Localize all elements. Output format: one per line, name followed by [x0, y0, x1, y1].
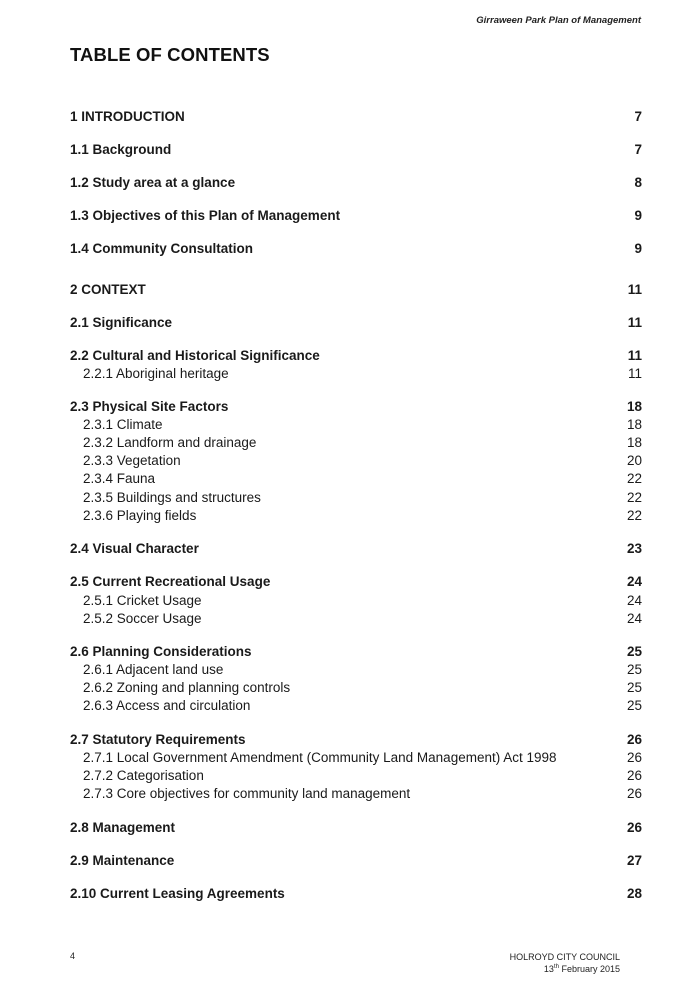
toc-entry[interactable]	[70, 819, 642, 836]
toc-entry-page: 25	[626, 644, 642, 659]
toc-entry-page: 24	[626, 574, 642, 589]
toc-entry-title: 2.3.6 Playing fields	[83, 508, 197, 523]
toc-entry-title: 2.6.1 Adjacent land use	[83, 662, 224, 677]
toc-entry-page: 7	[634, 109, 642, 124]
toc-entry-page: 23	[626, 541, 642, 556]
toc-entry-title: 2.1 Significance	[70, 315, 173, 330]
toc-entry-page: 27	[626, 853, 642, 868]
toc-entry-page: 8	[634, 175, 642, 190]
toc-entry[interactable]	[70, 398, 642, 415]
toc-entry[interactable]	[83, 679, 642, 696]
toc-entry-title: 2.2 Cultural and Historical Significance	[70, 348, 320, 363]
toc-entry-title: 2.2.1 Aboriginal heritage	[83, 366, 229, 381]
toc-entry-page: 26	[626, 732, 642, 747]
toc-entry-page: 22	[626, 490, 642, 505]
toc-entry-title: 2.3.3 Vegetation	[83, 453, 181, 468]
toc-entry[interactable]	[70, 207, 642, 224]
toc-entry[interactable]	[70, 643, 642, 660]
toc-entry-title: 1.3 Objectives of this Plan of Management	[70, 208, 341, 223]
toc-entry[interactable]	[83, 507, 642, 524]
toc-entry-title: 1 INTRODUCTION	[70, 109, 185, 124]
toc-entry-page: 26	[626, 750, 642, 765]
toc-entry-title: 2.3.1 Climate	[83, 417, 163, 432]
toc-entry-page: 25	[626, 662, 642, 677]
toc-entry[interactable]	[83, 470, 642, 487]
toc-entry[interactable]	[70, 174, 642, 191]
toc-entry[interactable]	[70, 141, 642, 158]
toc-entry-page: 24	[626, 593, 642, 608]
toc-entry[interactable]	[70, 885, 642, 902]
toc-entry-title: 2.4 Visual Character	[70, 541, 199, 556]
toc-entry-title: 2.3.4 Fauna	[83, 471, 156, 486]
toc-entry-page: 7	[634, 142, 642, 157]
footer-info	[510, 951, 620, 975]
toc-entry-page: 11	[627, 282, 642, 297]
toc-entry-page: 24	[626, 611, 642, 626]
toc-entry-page: 11	[627, 315, 642, 330]
toc-entry[interactable]	[83, 416, 642, 433]
toc-entry[interactable]	[83, 661, 642, 678]
toc-entry-page: 18	[626, 435, 642, 450]
footer-page-number: 4	[70, 951, 76, 961]
toc-entry-title: 2.7.1 Local Government Amendment (Community Land Management) Act 1998	[83, 750, 557, 765]
footer-council: HOLROYD CITY COUNCIL	[509, 952, 620, 962]
toc-entry-title: 2 CONTEXT	[70, 282, 146, 297]
page-title: TABLE OF CONTENTS	[70, 44, 270, 65]
toc-entry[interactable]	[83, 452, 642, 469]
toc-entry[interactable]	[70, 852, 642, 869]
toc-entry[interactable]	[70, 281, 642, 298]
toc-entry[interactable]	[83, 767, 642, 784]
toc-entry-page: 11	[627, 366, 642, 381]
toc-entry[interactable]	[83, 365, 642, 382]
toc-entry[interactable]	[83, 434, 642, 451]
toc-entry-title: 2.5.2 Soccer Usage	[83, 611, 202, 626]
toc-entry[interactable]	[70, 573, 642, 590]
toc-entry[interactable]	[70, 347, 642, 364]
toc-entry-title: 2.9 Maintenance	[70, 853, 175, 868]
toc-entry-title: 2.3.2 Landform and drainage	[83, 435, 257, 450]
toc-entry-title: 1.2 Study area at a glance	[70, 175, 236, 190]
toc-entry[interactable]	[83, 489, 642, 506]
toc-entry-title: 2.6.2 Zoning and planning controls	[83, 680, 291, 695]
toc-entry[interactable]	[70, 540, 642, 557]
toc-entry-title: 2.7.3 Core objectives for community land management	[83, 786, 411, 801]
toc-entry-title: 1.1 Background	[70, 142, 172, 157]
toc-entry-title: 2.6 Planning Considerations	[70, 644, 252, 659]
toc-entry[interactable]	[70, 314, 642, 331]
toc-entry-page: 11	[627, 348, 642, 363]
toc-entry-title: 2.8 Management	[70, 820, 176, 835]
toc-entry-page: 25	[626, 680, 642, 695]
running-header: Girraween Park Plan of Management	[476, 15, 641, 26]
toc-entry-page: 26	[626, 820, 642, 835]
toc-entry-page: 20	[626, 453, 642, 468]
toc-entry[interactable]	[83, 749, 642, 766]
toc-entry-page: 9	[634, 241, 642, 256]
toc-entry[interactable]	[70, 240, 642, 257]
footer-date-suffix: th	[553, 964, 559, 970]
toc-entry-title: 2.6.3 Access and circulation	[83, 698, 251, 713]
toc-entry-title: 1.4 Community Consultation	[70, 241, 254, 256]
toc-entry-title: 2.5 Current Recreational Usage	[70, 574, 271, 589]
toc-entry[interactable]	[83, 785, 642, 802]
toc-entry[interactable]	[83, 610, 642, 627]
toc-entry-page: 22	[626, 471, 642, 486]
toc-entry-page: 18	[626, 417, 642, 432]
toc-entry-title: 2.7 Statutory Requirements	[70, 732, 246, 747]
toc-entry[interactable]	[83, 697, 642, 714]
toc-entry-page: 26	[626, 786, 642, 801]
toc-entry-page: 9	[634, 208, 642, 223]
toc-entry-title: 2.10 Current Leasing Agreements	[70, 886, 285, 901]
toc-entry[interactable]	[70, 108, 642, 125]
toc-entry-title: 2.7.2 Categorisation	[83, 768, 204, 783]
toc-entry-title: 2.3.5 Buildings and structures	[83, 490, 261, 505]
toc-entry-title: 2.5.1 Cricket Usage	[83, 593, 202, 608]
toc-entry-page: 22	[626, 508, 642, 523]
footer-date-rest: February 2015	[558, 964, 620, 974]
toc-entry[interactable]	[70, 731, 642, 748]
toc-entry-page: 18	[626, 399, 642, 414]
footer-date	[510, 963, 620, 975]
toc-entry[interactable]	[83, 592, 642, 609]
toc-entry-page: 25	[626, 698, 642, 713]
toc-entry-page: 26	[626, 768, 642, 783]
toc-entry-title: 2.3 Physical Site Factors	[70, 399, 229, 414]
footer-date-day: 13	[543, 964, 554, 974]
toc-entry-page: 28	[626, 886, 642, 901]
